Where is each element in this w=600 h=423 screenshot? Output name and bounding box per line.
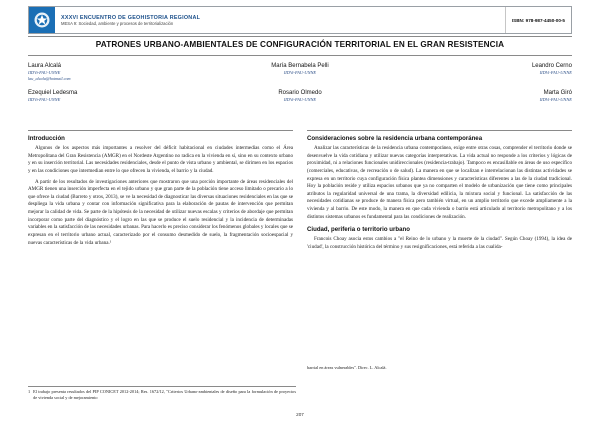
author-affiliation: IIDVi-FAU-UNNE [28,70,61,75]
column-rule [307,130,572,131]
page-number: 207 [296,412,304,417]
section-heading-ciudad: Ciudad, periferia o territorio urbano [307,226,410,234]
author-row [28,63,572,81]
author-entry [28,63,209,81]
column-rule [28,130,293,131]
title-rule-bottom [28,55,572,56]
paragraph: Analizar las características de la residencia urbana contemporánea, exige entre otras cosas, comprender el territorio donde se desenvuelve la vida cotidiana y utilizar nuevas categorías interpretativas. La vida actual no responde a los criterios y lógicas de proximidad, ni a relaciones funcionales unidireccionales (residencia-trabajo). Tampoco es encasillable en áreas de uso específico (comerciales, educativas, de recreación o de salud). La manera en que se localizan e interrelacionan las distintas actividades se expresa en un territorio cuya configuración física plantea dimensiones y características diferentes a las de la ciudad tradicional. Hoy la población reside y utiliza espacios urbanos que ya no comparten el modelo de urbanización que tiene como principales atributos la regularidad universal de una trama, la diversidad edilicia, la mixtura social y funcional. La satisfacción de las necesidades cotidianas se produce de manera física pero también virtual, en un amplio territorio que excede ampliamente a la vivienda y al barrio. De este modo, la manera en que cada vivienda o barrio está articulado al territorio metropolitano y a los distintos sistemas urbanos es fundamental para las condiciones de realización. [307,145,572,220]
author-name: Leandro Cerno [531,63,572,69]
footnote-number: 1 [28,388,31,394]
author-email[interactable]: lau_alcala@hotmail.com [28,75,71,81]
author-name: María Bernabela Pelli [271,63,329,69]
author-name: Marta Giró [543,89,572,96]
footnote-text: El trabajo presenta resultados del PIP CONICET 2012-2014; Res. 1672/12, "Criterios Urbano-ambientales de diseño para la formulación de proyectos de vivienda social y de mejoramiento [33,388,296,400]
author-entry [209,90,390,102]
author-row [28,90,572,102]
author-name: Laura Alcalá [28,63,62,69]
author-block [28,63,572,111]
author-entry [209,63,390,81]
paragraph: Francois Choay asocia estos cambios a "el Reino de lo urbano y la muerte de la ciudad". Según Choay (1994), la idea de 'ciudad', la construcción histórica del término y sus resignificaciones, está referida a las cualida- [307,236,572,251]
paragraph: A partir de los resultados de investigaciones anteriores que mostraron que una porción importante de áreas residenciales del AMGR tienen una inserción imperfecta en el tejido urbano y que gran parte de la población tiene acceso limitado o precario a lo que ofrece la ciudad (Barreto y otros, 2013), se ve la necesidad de diagnosticar las diversas situaciones residenciales en las que se despliega la vida urbana y contar con información significativa para la elaboración de pautas de intervención que permitan mejorar la calidad de vida. Se parte de la hipótesis de la necesidad de utilizar nuevas escalas y criterios de abordaje que permitan incorporar como parte del diagnóstico y el logro en las que se produce el suelo residencial y la incidencia de determinadas variables en la satisfacción de las necesidades urbanas. Para hacerlo es preciso considerar los fenómenos globales y locales que se expresan en el territorio urbano actual, caracterizado por el consumo desmedido de suelo, la fragmentación socioespacial y nuevas características de la vida urbana.¹ [28,178,293,246]
page-title: PATRONES URBANO-AMBIENTALES DE CONFIGURACIÓN TERRITORIAL EN EL GRAN RESISTENCIA [95,40,505,49]
paragraph: Algunos de los aspectos más importantes a resolver del déficit habitacional en ciudades intermedias como el Área Metropolitana del Gran Resistencia (AMGR) en el Nordeste Argentino no radica en la vivienda en sí, sino en su contexto urbano y en su inserción territorial. Las necesidades residenciales, desde el punto de vista urbano y ambiental, se dirimen en los espacios y en las condiciones que intermedian entre lo que ofrecen la vivienda, el barrio y la ciudad. [28,145,293,174]
author-affiliation: IIDVi-FAU-UNNE [283,70,317,75]
author-name: Ezequiel Ledesma [28,89,78,96]
isbn-label: ISBN: 978-987-4450-00-5 [505,7,571,33]
author-affiliation: IIDVi-FAU-UNNE [539,70,572,75]
column-left [28,130,293,393]
author-name: Rosario Olmedo [278,89,322,96]
author-affiliation: IIDVi-FAU-UNNE [283,96,317,102]
author-entry [28,90,209,102]
author-entry [391,63,572,81]
author-affiliation: IIDVi-FAU-UNNE [539,96,572,102]
title-rule-top [28,36,572,37]
body-columns [28,130,572,393]
header-text-block [55,7,505,33]
footnote [28,386,296,401]
section-heading-introduccion: Introducción [28,135,65,142]
section-heading-residencia: Consideraciones sobre la residencia urbana contemporánea [307,135,483,142]
congress-title: XXXVI ENCUENTRO DE GEOHISTORIA REGIONAL [61,14,201,21]
journal-header [28,6,572,34]
congress-emblem-icon [29,7,55,33]
column-right [307,130,572,393]
author-entry [391,90,572,102]
footnote-continuation: barrial en áreas vulnerables". Direc. L. Alcalá. [307,364,387,370]
author-affiliation: IIDVi-FAU-UNNE [28,96,61,102]
congress-subtitle: MESA 9: Sociedad, ambiente y procesos de territorialización [61,21,174,27]
